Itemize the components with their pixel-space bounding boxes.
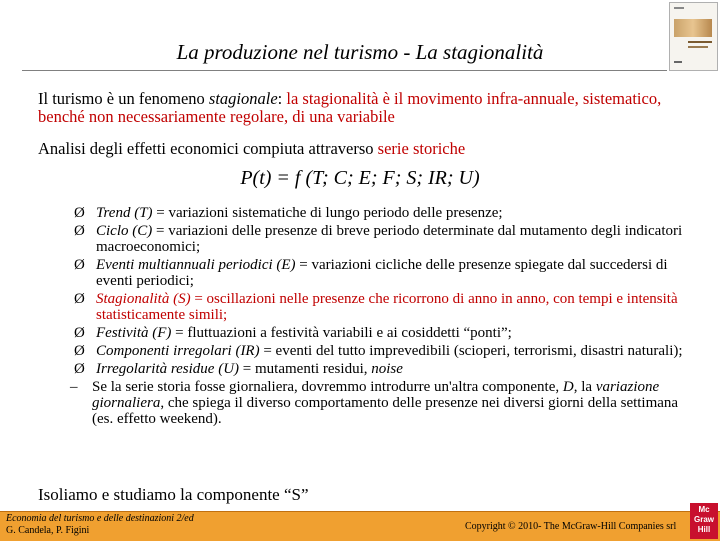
item-text: = oscillazioni nelle presenze che ricorrono di anno in anno, con tempi e intensità statisticamente simili;	[96, 291, 678, 323]
item-text: = variazioni cicliche delle presenze spiegate dal succedersi di eventi periodici;	[96, 257, 668, 289]
item-term: variazione giornaliera	[92, 379, 660, 411]
conclusion: Isoliamo e studiamo la componente “S”	[38, 485, 309, 504]
list-item	[74, 223, 689, 255]
footer-copyright: Copyright © 2010- The McGraw-Hill Companies srl	[465, 521, 677, 532]
item-text: , che spiega il diverso comportamento delle presenze nei diversi giorni della settimana (es. effetto weekend).	[92, 395, 679, 427]
bullet-arrow-icon: Ø	[74, 223, 85, 239]
item-text: = fluttuazioni a festività variabili e ai cosiddetti “ponti”;	[171, 325, 512, 341]
analysis-paragraph	[38, 140, 678, 158]
item-text: = eventi del tutto imprevedibili (scioperi, terrorismi, disastri naturali);	[259, 343, 683, 359]
item-text: , la	[573, 379, 596, 395]
analysis-highlight: serie storiche	[377, 139, 466, 158]
item-term: Eventi multiannuali periodici (E)	[96, 257, 296, 273]
list-item	[74, 205, 689, 221]
list-item	[74, 257, 689, 289]
footer-book-title: Economia del turismo e delle destinazioni 2/ed	[6, 513, 194, 524]
item-term: Trend (T)	[96, 205, 153, 221]
list-item	[74, 325, 689, 341]
intro-italic: stagionale	[208, 89, 278, 108]
item-term: Ciclo (C)	[96, 223, 153, 239]
item-text: = mutamenti residui,	[239, 361, 372, 377]
intro-colon: :	[277, 89, 287, 108]
logo-line: Hill	[697, 525, 711, 534]
formula: P(t) = f (T; C; E; F; S; IR; U)	[240, 167, 480, 189]
logo-line: Graw	[693, 515, 714, 524]
intro-definition: la stagionalità è il movimento infra-annuale, sistematico, benché non necessariamente regolare, di una variabile	[38, 89, 662, 126]
intro-text: Il turismo è un fenomeno	[38, 89, 209, 108]
footer-book-info	[6, 513, 194, 537]
slide-title: La produzione nel turismo - La stagionalità	[176, 40, 544, 64]
bullet-arrow-icon: Ø	[74, 257, 85, 273]
bullet-arrow-icon: Ø	[74, 205, 85, 221]
bullet-arrow-icon: Ø	[74, 325, 85, 341]
list-item	[74, 343, 689, 359]
intro-paragraph	[38, 90, 678, 126]
dash-icon: –	[70, 379, 78, 395]
list-item	[74, 361, 689, 377]
item-term: Stagionalità (S)	[96, 291, 191, 307]
analysis-text: Analisi degli effetti economici compiuta attraverso	[38, 139, 378, 158]
item-term: Festività (F)	[96, 325, 172, 341]
bullet-arrow-icon: Ø	[74, 361, 85, 377]
item-term: Irregolarità residue (U)	[96, 361, 240, 377]
logo-line: Mc	[698, 505, 710, 514]
item-term: D	[562, 379, 574, 395]
bullet-arrow-icon: Ø	[74, 291, 85, 307]
title-divider	[22, 70, 667, 71]
list-item	[74, 291, 689, 323]
footer-authors: G. Candela, P. Figini	[6, 525, 90, 536]
bullet-arrow-icon: Ø	[74, 343, 85, 359]
component-list	[70, 205, 689, 429]
item-term: Componenti irregolari (IR)	[96, 343, 260, 359]
mcgraw-hill-logo	[690, 503, 718, 539]
item-text: Se la serie storia fosse giornaliera, dovremmo introdurre un'altra componente,	[92, 379, 563, 395]
item-text: = variazioni delle presenze di breve periodo determinate dal mutamento degli indicatori macroeconomici;	[96, 223, 683, 255]
item-text: = variazioni sistematiche di lungo periodo delle presenze;	[152, 205, 503, 221]
list-item-daily	[70, 379, 689, 427]
item-term-noise: noise	[371, 361, 403, 377]
